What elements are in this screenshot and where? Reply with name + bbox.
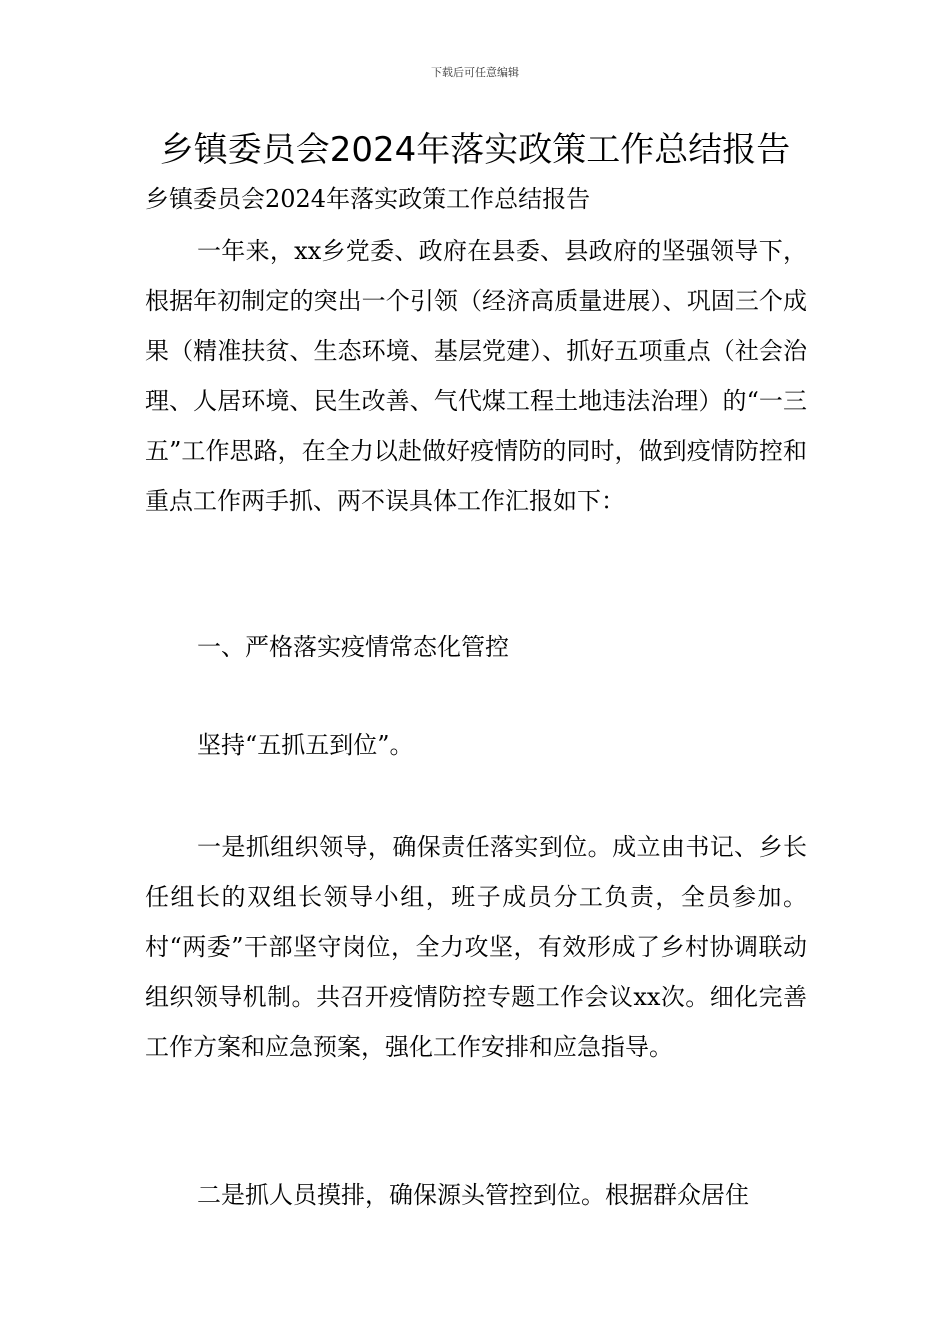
section-heading: 一、严格落实疫情常态化管控 (197, 633, 509, 661)
point-two-paragraph: 二是抓人员摸排，确保源头管控到位。根据群众居住 (197, 1181, 749, 1209)
document-subtitle: 乡镇委员会2024年落实政策工作总结报告 (145, 185, 591, 213)
header-note: 下载后可任意编辑 (431, 66, 519, 79)
intro-paragraph: 一年来，xx乡党委、政府在县委、县政府的坚强领导下，根据年初制定的突出一个引领（经济高质量进展）、巩固三个成果（精准扶贫、生态环境、基层党建）、抓好五项重点（社会治理、人居环境、民生改善、气代煤工程土地违法治理）的“一三五”工作思路，在全力以赴做好疫情防的同时，做到疫情防控和重点工作两手抓、两不误具体工作汇报如下： (145, 237, 807, 515)
point-one-paragraph: 一是抓组织领导，确保责任落实到位。成立由书记、乡长任组长的双组长领导小组，班子成员分工负责，全员参加。村“两委”干部坚守岗位，全力攻坚，有效形成了乡村协调联动组织领导机制。共召开疫情防控专题工作会议xx次。细化完善工作方案和应急预案，强化工作安排和应急指导。 (145, 833, 807, 1061)
section-lead-paragraph: 坚持“五抓五到位”。 (197, 731, 414, 759)
document-title: 乡镇委员会2024年落实政策工作总结报告 (159, 130, 791, 170)
